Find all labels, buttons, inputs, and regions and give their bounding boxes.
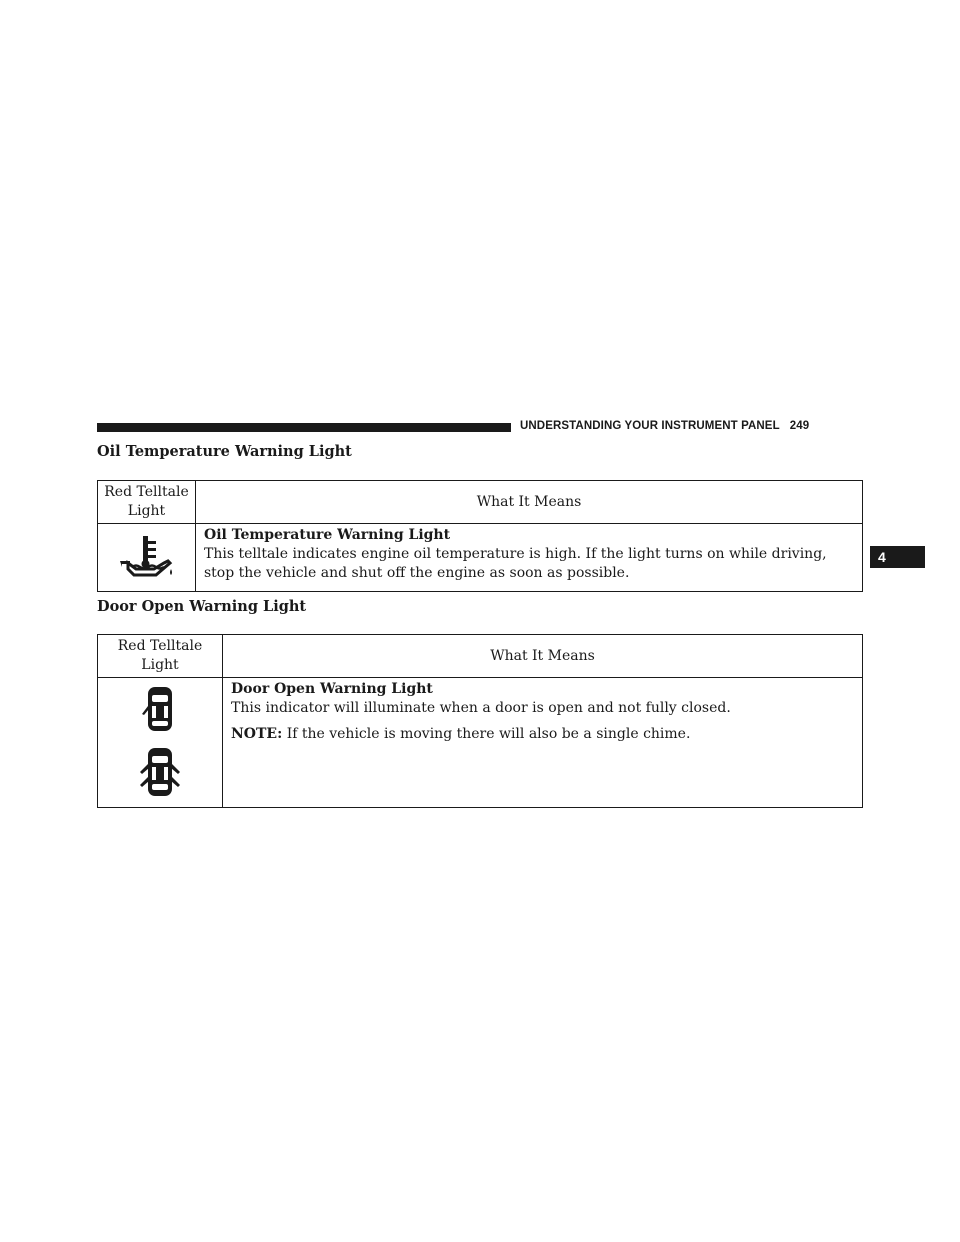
table-row bbox=[98, 678, 863, 808]
header-section-title: UNDERSTANDING YOUR INSTRUMENT PANEL bbox=[520, 420, 780, 432]
door-section-title: Door Open Warning Light bbox=[97, 598, 307, 615]
running-header bbox=[520, 420, 809, 432]
header-rule bbox=[97, 423, 511, 432]
icon-cell bbox=[98, 678, 223, 808]
page-number: 249 bbox=[789, 420, 810, 432]
table-header-row bbox=[98, 635, 863, 678]
entry-description: This indicator will illuminate when a door is open and not fully closed. bbox=[231, 700, 731, 716]
entry-title: Oil Temperature Warning Light bbox=[204, 527, 451, 543]
oil-temperature-icon bbox=[116, 533, 178, 583]
col-header-light: Red Telltale Light bbox=[98, 481, 196, 524]
table-header-row bbox=[98, 481, 863, 524]
oil-telltale-table bbox=[97, 480, 863, 592]
icon-cell bbox=[98, 524, 196, 592]
entry-title: Door Open Warning Light bbox=[231, 681, 433, 697]
meaning-cell bbox=[196, 524, 863, 592]
chapter-tab: 4 bbox=[870, 546, 925, 568]
note-label: NOTE: bbox=[231, 726, 283, 742]
col-header-meaning: What It Means bbox=[223, 635, 863, 678]
all-doors-open-icon bbox=[137, 744, 183, 800]
col-header-meaning: What It Means bbox=[196, 481, 863, 524]
door-open-icon bbox=[140, 684, 180, 734]
table-row bbox=[98, 524, 863, 592]
meaning-cell bbox=[223, 678, 863, 808]
col-header-light: Red Telltale Light bbox=[98, 635, 223, 678]
note-paragraph bbox=[231, 725, 853, 744]
door-telltale-table bbox=[97, 634, 863, 808]
oil-section-title: Oil Temperature Warning Light bbox=[97, 443, 352, 460]
entry-description: This telltale indicates engine oil temperature is high. If the light turns on while driving, stop the vehicle and shut off the engine as soon as possible. bbox=[204, 546, 827, 581]
note-text: If the vehicle is moving there will also be a single chime. bbox=[282, 726, 691, 742]
